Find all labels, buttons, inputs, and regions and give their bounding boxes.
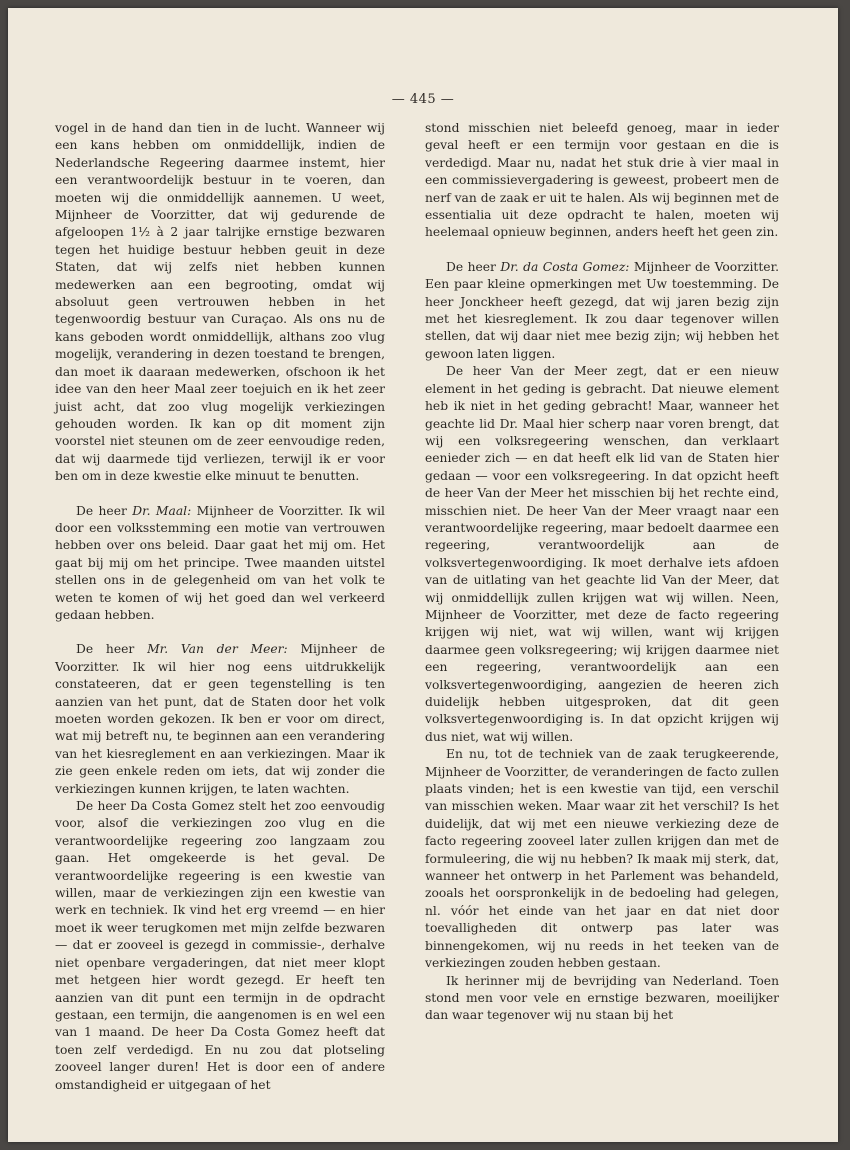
speaker-paragraph: De heer Dr. da Costa Gomez: Mijnheer de Voorzitter. Een paar kleine opmerkingen met Uw toestemming. De heer Jonckheer heeft gezegd, dat wij jaren bezig zijn met het kiesreglement. Ik zou daar tegenover willen stellen, dat wij daar niet mee bezig zijn; wij hebben het gewoon laten liggen.	[425, 259, 780, 361]
speaker-name: Mr. Van der Meer:	[147, 642, 288, 657]
speaker-paragraph: De heer Mr. Van der Meer: Mijnheer de Voorzitter. Ik wil hier nog eens uitdrukkelijk constateeren, dat er geen tegenstelling is ten aanzien van het punt, dat de Staten door het volk moeten worden gekozen. Ik ben er voor om direct, wat mij betreft nu, te beginnen aan een verandering van het kiesreglement en aan verkiezingen. Maar ik zie geen enkele reden om iets, dat wij zonder die verkiezingen kunnen krijgen, te laten wachten.	[55, 642, 386, 796]
left-column	[55, 120, 385, 1094]
paragraph: De heer Van der Meer zegt, dat er een nieuw element in het geding is gebracht. Dat nieuwe element heb ik niet in het geding gebracht! Maar, wanneer het geachte lid Dr. Maal hier scherp naar voren brengt, dat wij een volksregeering wenschen, dan verklaart eenieder zich — en dat heeft elk lid van de Staten hier gedaan — voor een volksregeering. In dat opzicht heeft de heer Van der Meer het misschien bij het rechte eind, misschien niet. De heer Van der Meer vraagt naar een verantwoordelijke regeering, maar bedoelt daarmee een regeering, verantwoordelijk aan de volksvertegenwoordiging. Ik moet derhalve iets afdoen van de uitlating van het geachte lid Van der Meer, dat wij onmiddellijk zullen krijgen wat wij willen. Neen, Mijnheer de Voorzitter, met deze de facto regeering krijgen wij niet, wat wij willen, want wij krijgen daarmee geen volksregeering; wij krijgen daarmee niet een regeering, verantwoordelijk aan een volksvertegenwoordiging, aangezien de heeren zich duidelijk hebben uitgesproken, dat dit geen volksvertegenwoordiging is. In dat opzicht krijgen wij dus niet, wat wij willen.	[425, 364, 779, 744]
paragraph: Ik herinner mij de bevrijding van Nederland. Toen stond men voor vele en ernstige bezwaren, moeilijker dan waar tegenover wij nu staan bij het	[425, 973, 779, 1023]
paragraph: stond misschien niet beleefd genoeg, maar in ieder geval heeft er een termijn voor gestaan en die is verdedigd. Maar nu, nadat het stuk drie à vier maal in een commissievergadering is geweest, probeert men de nerf van de zaak er uit te halen. Als wij beginnen met de essentialia uit deze opdracht te halen, moeten wij heelemaal opnieuw beginnen, anders heeft het geen zin.	[425, 121, 779, 240]
paragraph: vogel in de hand dan tien in de lucht. Wanneer wij een kans hebben om onmiddellijk, indien de Nederlandsche Regeering daarmee instemt, hier een verantwoordelijk bestuur in te voeren, dan moeten wij die onmiddellijk aannemen. U weet, Mijnheer de Voorzitter, dat wij gedurende de afgeloopen 1½ à 2 jaar talrijke ernstige bezwaren tegen het huidige bestuur hebben geuit in deze Staten, dat wij zelfs niet hebben kunnen medewerken aan een begrooting, omdat wij absoluut geen vertrouwen hebben in het tegenwoordig bestuur van Curaçao. Als ons nu de kans geboden wordt onmiddellijk, althans zoo vlug mogelijk, verandering in dezen toestand te brengen, dan moet ik daaraan medewerken, ofschoon ik het idee van den heer Maal zeer toejuich en ik het zeer juist acht, dat zoo vlug mogelijk verkiezingen gehouden worden. Ik kan op dit moment zijn voorstel niet steunen om de zeer eenvoudige reden, dat wij daarmede tijd verliezen, terwijl ik er voor ben om in deze kwestie elke minuut te benutten.	[55, 121, 385, 484]
speaker-paragraph: De heer Dr. Maal: Mijnheer de Voorzitter. Ik wil door een volksstemming een motie van vertrouwen hebben over ons beleid. Daar gaat het mij om. Het gaat bij mij om het principe. Twee maanden uitstel stellen ons in de gelegenheid om van het volk te weten te komen of wij het goed dan wel verkeerd gedaan hebben.	[55, 503, 385, 622]
page-number: — 445 —	[391, 92, 455, 107]
paragraph: En nu, tot de techniek van de zaak terugkeerende, Mijnheer de Voorzitter, de veranderingen de facto zullen plaats vinden; het is een kwestie van tijd, een verschil van misschien weken. Maar waar zit het verschil? Is het duidelijk, dat wij met een nieuwe verkiezing deze de facto regeering zooveel later zullen krijgen dan met de formuleering, die wij nu hebben? Ik maak mij sterk, dat, wanneer het ontwerp in het Parlement was behandeld, zooals het oorspronkelijk in de bedoeling had gelegen, nl. vóór het einde van het jaar en dat niet door toevalligheden dit ontwerp pas later was binnengekomen, wij nu reeds in het teeken van de verkiezingen zouden hebben gestaan.	[425, 747, 779, 971]
speaker-name: Dr. Maal:	[132, 503, 192, 518]
document-page	[8, 8, 838, 1142]
paragraph: De heer Da Costa Gomez stelt het zoo eenvoudig voor, alsof die verkiezingen zoo vlug en die verantwoordelijke regeering zoo langzaam zou gaan. Het omgekeerde is het geval. De verantwoordelijke regeering is een kwestie van willen, maar de verkiezingen zijn een kwestie van werk en techniek. Ik vind het erg vreemd — en hier moet ik weer terugkomen met mijn zelfde bezwaren — dat er zooveel is gezegd in commissie-, derhalve niet openbare vergaderingen, dat niet meer klopt met hetgeen hier wordt gezegd. Er heeft ten aanzien van dit punt een termijn in de opdracht gestaan, een termijn, die aangenomen is en wel een van 1 maand. De heer Da Costa Gomez heeft dat toen zelf verdedigd. En nu zou dat plotseling zooveel langer duren! Het is door een of andere omstandigheid er uitgegaan of het	[55, 799, 385, 1092]
right-column	[425, 120, 779, 1025]
speaker-name: Dr. da Costa Gomez:	[500, 259, 630, 274]
